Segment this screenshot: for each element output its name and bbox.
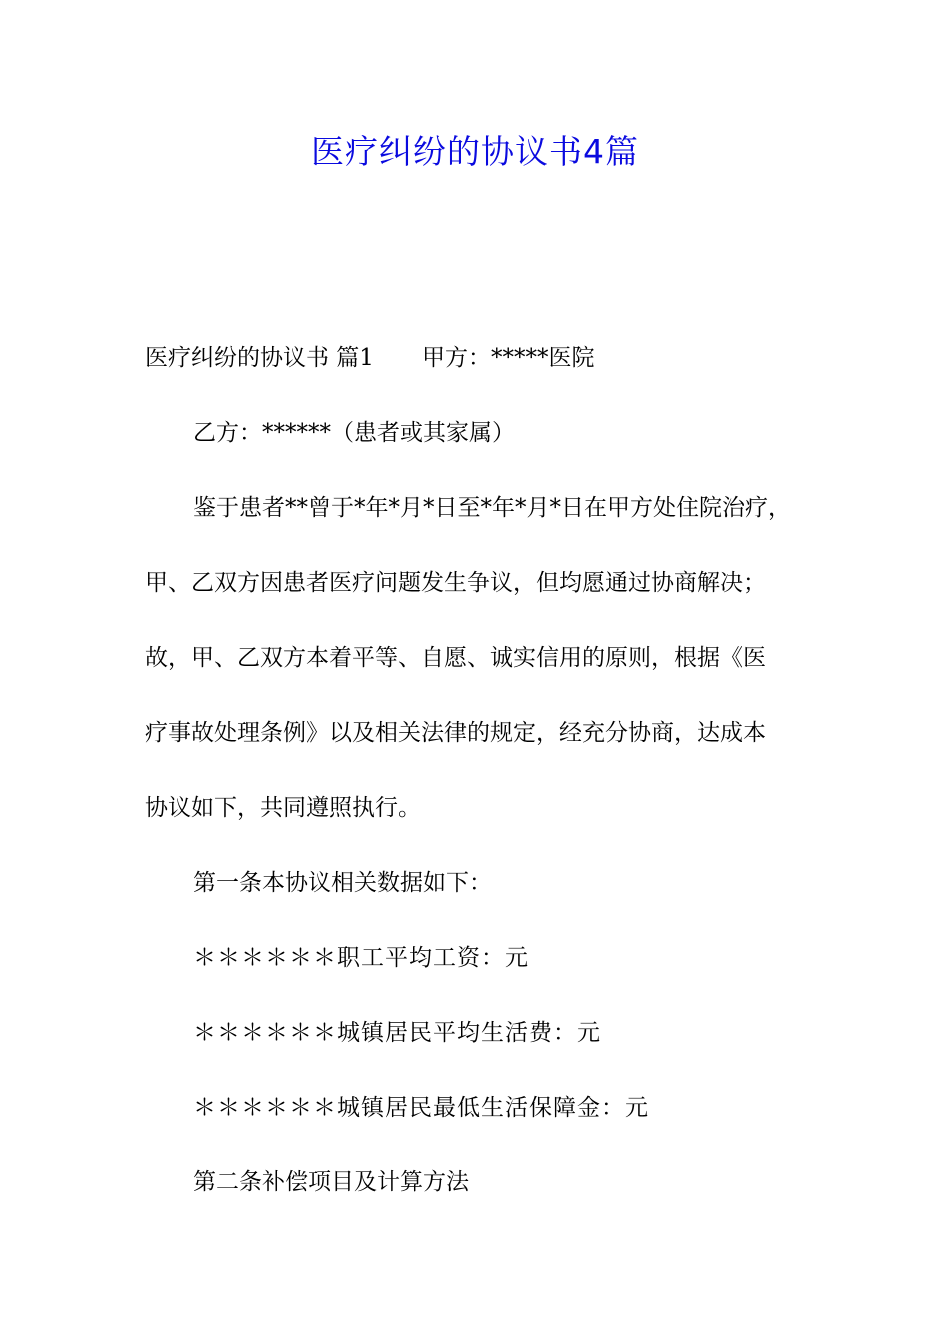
preamble-line-2: 甲、乙双方因患者医疗问题发生争议，但均愿通过协商解决； xyxy=(145,570,766,596)
article2-heading: 第二条补偿项目及计算方法 xyxy=(193,1169,469,1195)
preamble-line-4: 疗事故处理条例》以及相关法律的规定，经充分协商，达成本 xyxy=(145,720,766,746)
party-b: 乙方：******（患者或其家属） xyxy=(193,420,515,446)
document-title: 医疗纠纷的协议书4篇 xyxy=(311,132,639,171)
data-item-3: ＊＊＊＊＊＊城镇居民最低生活保障金：元 xyxy=(193,1095,649,1121)
party-a: 甲方：*****医院 xyxy=(421,345,595,371)
section-heading: 医疗纠纷的协议书 篇1 xyxy=(145,345,374,371)
preamble-line-1: 鉴于患者**曾于*年*月*日至*年*月*日在甲方处住院治疗， xyxy=(193,495,791,521)
preamble-line-5: 协议如下，共同遵照执行。 xyxy=(145,795,421,821)
article1-heading: 第一条本协议相关数据如下： xyxy=(193,870,492,896)
section-heading-row xyxy=(145,341,825,375)
data-item-2: ＊＊＊＊＊＊城镇居民平均生活费：元 xyxy=(193,1020,601,1046)
data-item-1: ＊＊＊＊＊＊职工平均工资：元 xyxy=(193,945,529,971)
preamble-line-3: 故，甲、乙双方本着平等、自愿、诚实信用的原则，根据《医 xyxy=(145,645,766,671)
